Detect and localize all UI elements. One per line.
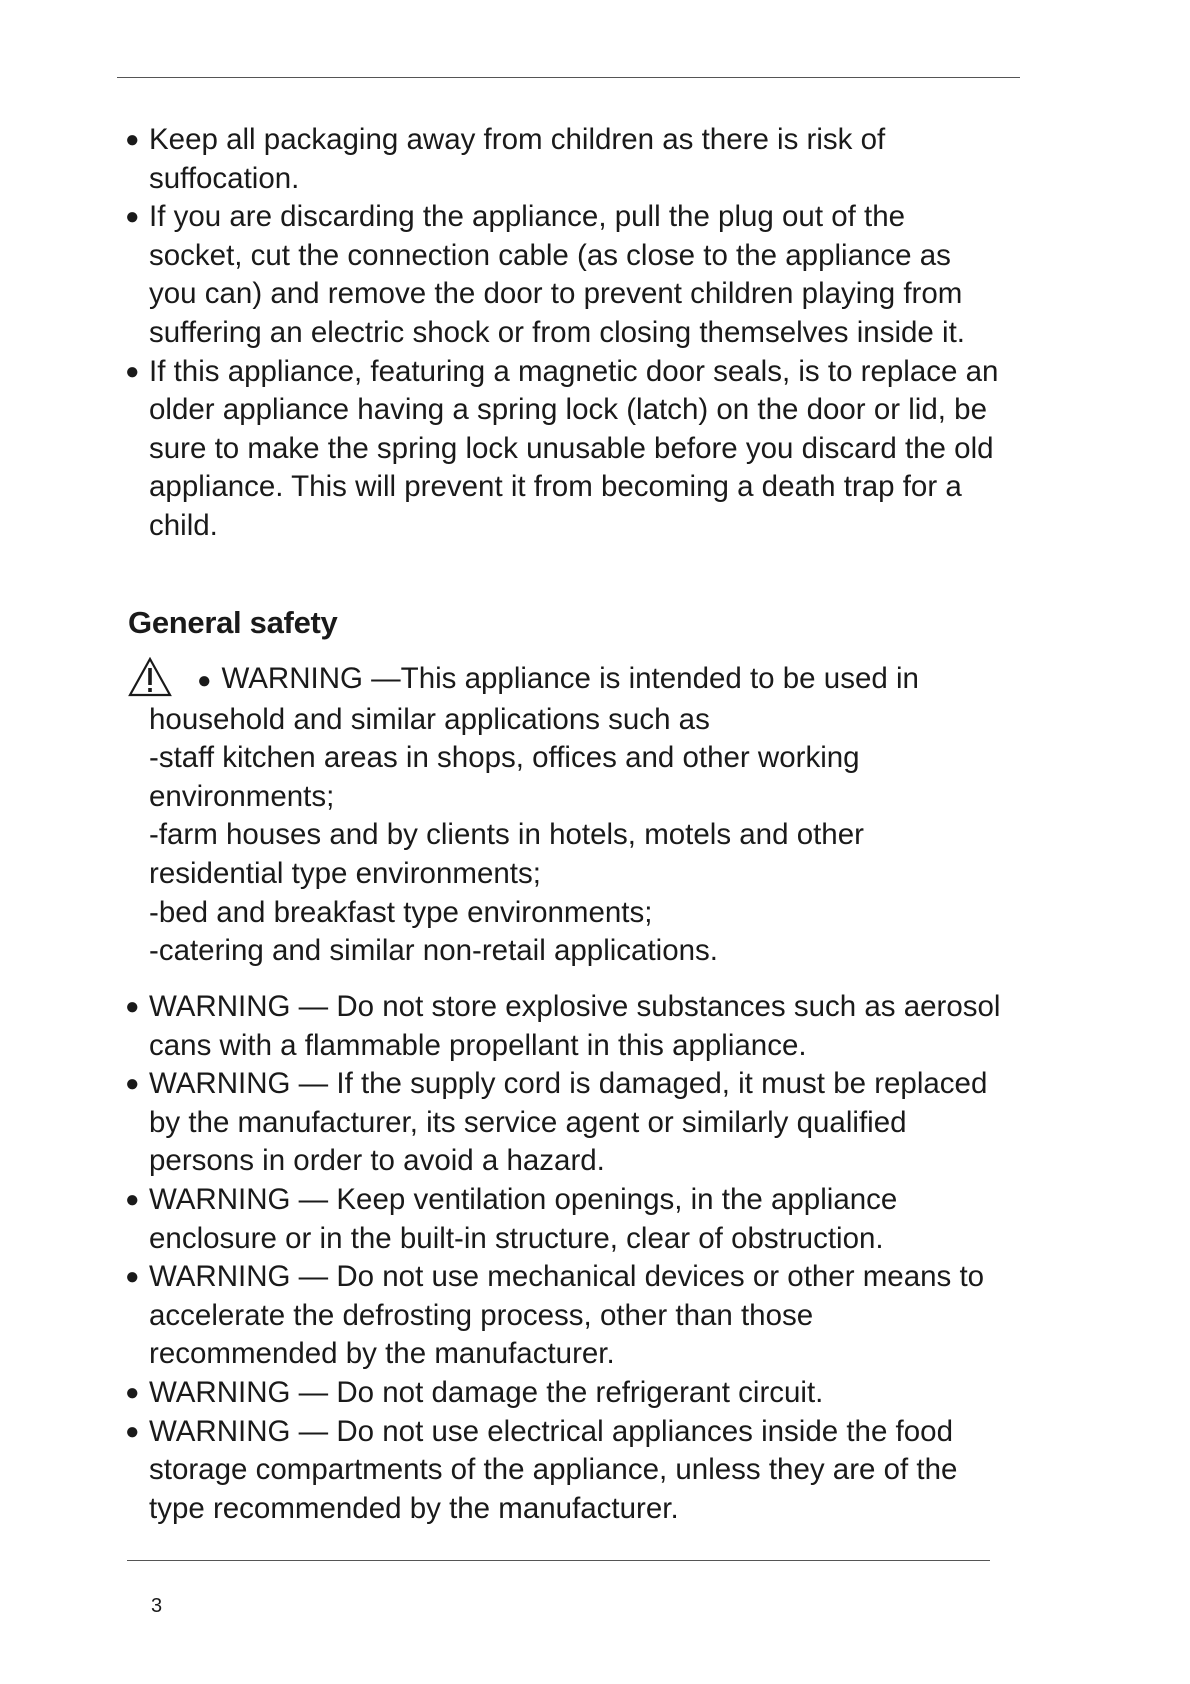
use-item: -bed and breakfast type environments; — [149, 895, 653, 929]
use-item: -farm houses and by clients in hotels, motels and other residential type environments; — [149, 818, 864, 890]
list-item — [125, 1413, 1005, 1529]
bullet-icon: ● — [125, 126, 140, 153]
list-item — [125, 1258, 1005, 1374]
list-item-text: WARNING — Keep ventilation openings, in the appliance enclosure or in the built-in structure, clear of obstruction. — [149, 1182, 898, 1255]
warnings-list — [125, 988, 1005, 1528]
bullet-icon: ● — [125, 1417, 140, 1445]
bullet-icon: ● — [125, 203, 140, 231]
list-item — [125, 1374, 1005, 1413]
warning-intro-block — [125, 660, 1005, 971]
bullet-icon: ● — [125, 1378, 140, 1406]
bullet-icon: ● — [125, 1185, 140, 1213]
list-item-text: WARNING — Do not use mechanical devices or other means to accelerate the defrosting process, other than those recommended by the manufacturer. — [149, 1260, 985, 1371]
page-number: 3 — [151, 1595, 163, 1617]
list-item — [125, 1065, 1005, 1181]
list-item-text: WARNING — If the supply cord is damaged, it must be replaced by the manufacturer, its service agent or similarly qualified persons in order to avoid a hazard. — [149, 1067, 988, 1178]
list-item — [125, 1181, 1005, 1258]
bullet-icon: ● — [125, 1263, 140, 1291]
section-heading: General safety — [128, 605, 338, 640]
list-item — [125, 353, 1005, 546]
list-item-text: Keep all packaging away from children as there is risk of suffocation. — [149, 123, 886, 195]
bullet-icon: ● — [125, 1070, 140, 1098]
warning-triangle-icon — [128, 657, 172, 697]
warning-intro — [125, 660, 1005, 971]
top-divider — [117, 77, 1020, 78]
list-item-text: WARNING — Do not use electrical appliances inside the food storage compartments of the appliance, unless they are of the type recommended by the manufacturer. — [149, 1414, 958, 1525]
list-item-text: If this appliance, featuring a magnetic door seals, is to replace an older appliance having a spring lock (latch) on the door or lid, be sure to make the spring lock unusable before you discard the old appliance. This will prevent it from becoming a death trap for a child. — [149, 354, 999, 542]
list-item-text: If you are discarding the appliance, pull the plug out of the socket, cut the connection cable (as close to the appliance as you can) and remove the door to prevent children playing from suffering an electric shock or from closing themselves inside it. — [149, 200, 965, 349]
list-item — [125, 121, 1005, 198]
bullet-icon: ● — [125, 357, 140, 385]
bullet-icon: ● — [197, 667, 212, 694]
list-item-text: WARNING — Do not store explosive substances such as aerosol cans with a flammable propellant in this appliance. — [149, 990, 1001, 1062]
warning-intro-line: WARNING —This appliance is intended to be used in — [221, 662, 919, 695]
warning-intro-text: household and similar applications such as — [149, 702, 710, 736]
list-item — [125, 988, 1005, 1065]
bottom-divider — [127, 1560, 990, 1561]
use-item: -staff kitchen areas in shops, offices and other working environments; — [149, 741, 860, 813]
list-item-text: WARNING — Do not damage the refrigerant circuit. — [149, 1375, 824, 1409]
list-item — [125, 198, 1005, 352]
bullet-icon: ● — [125, 993, 140, 1020]
child-safety-list — [125, 121, 1005, 546]
use-item: -catering and similar non-retail applications. — [149, 934, 718, 968]
